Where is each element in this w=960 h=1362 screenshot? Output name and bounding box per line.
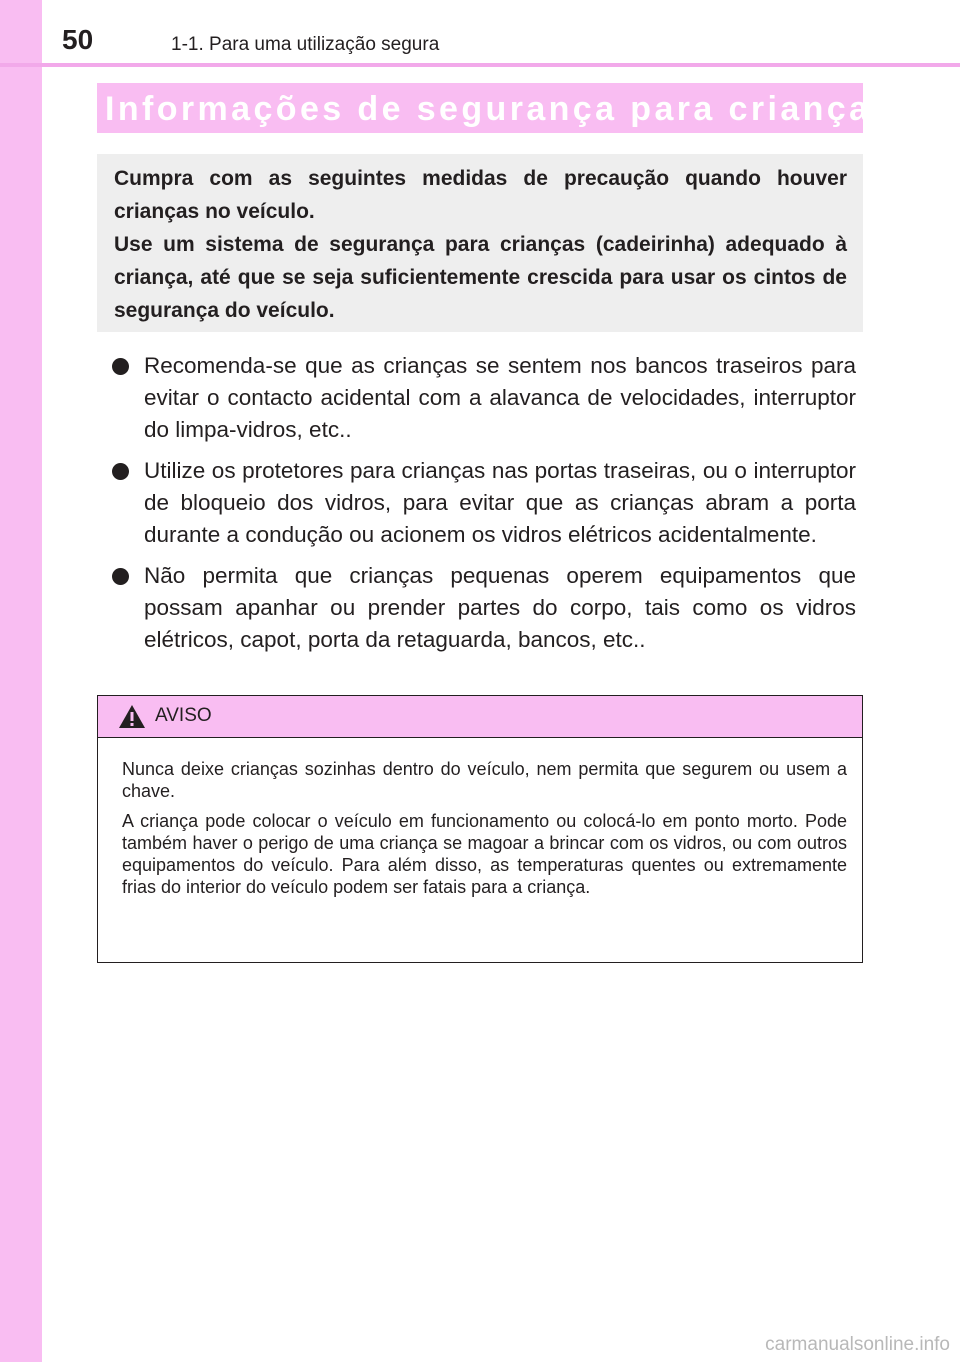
bullet-text: Não permita que crianças pequenas operem equipamentos que possam apanhar ou prender partes do corpo, tais como os vidros elétricos, capot, porta da retaguarda, bancos, etc.. (144, 563, 856, 652)
list-item (110, 560, 856, 656)
intro-paragraph: Cumpra com as seguintes medidas de precaução quando houver crianças no veículo. (114, 167, 847, 223)
page-title: Informações de segurança para crianças (105, 90, 894, 128)
list-item (110, 455, 856, 551)
warning-label: AVISO (155, 705, 212, 726)
title-band (97, 83, 894, 133)
bullet-text: Recomenda-se que as crianças se sentem nos bancos traseiros para evitar o contacto acidental com a alavanca de velocidades, interruptor do limpa-vidros, etc.. (144, 353, 856, 442)
page-number: 50 (62, 24, 94, 55)
bullet-text: Utilize os protetores para crianças nas portas traseiras, ou o interruptor de bloqueio dos vidros, para evitar que as crianças abram a porta durante a condução ou acionem os vidros elétricos acidentalmente. (144, 458, 856, 547)
warning-body (98, 738, 862, 898)
watermark: carmanualsonline.info (765, 1334, 950, 1355)
bullet-dot-icon (112, 358, 129, 375)
intro-box (97, 154, 863, 332)
warning-paragraph: Nunca deixe crianças sozinhas dentro do veículo, nem permita que segurem ou usem a chave. (122, 759, 847, 801)
bullet-list (110, 350, 856, 665)
bullet-dot-icon (112, 568, 129, 585)
list-item (110, 350, 856, 446)
intro-paragraph: Use um sistema de segurança para crianças (cadeirinha) adequado à criança, até que se seja suficientemente crescida para usar os cintos de segurança do veículo. (114, 233, 847, 322)
warning-header (98, 696, 862, 738)
warning-triangle-icon (118, 704, 146, 729)
warning-box (97, 695, 863, 963)
bullet-dot-icon (112, 463, 129, 480)
section-label: 1-1. Para uma utilização segura (171, 34, 440, 55)
side-color-strip (0, 0, 42, 1362)
warning-paragraph: A criança pode colocar o veículo em funcionamento ou colocá-lo em ponto morto. Pode também haver o perigo de uma criança se magoar a brincar com os vidros, ou com outros equipamentos do veículo. Para além disso, as temperaturas quentes ou extremamente frias do interior do veículo podem ser fatais para a criança. (122, 811, 847, 897)
header-rule (0, 63, 960, 67)
